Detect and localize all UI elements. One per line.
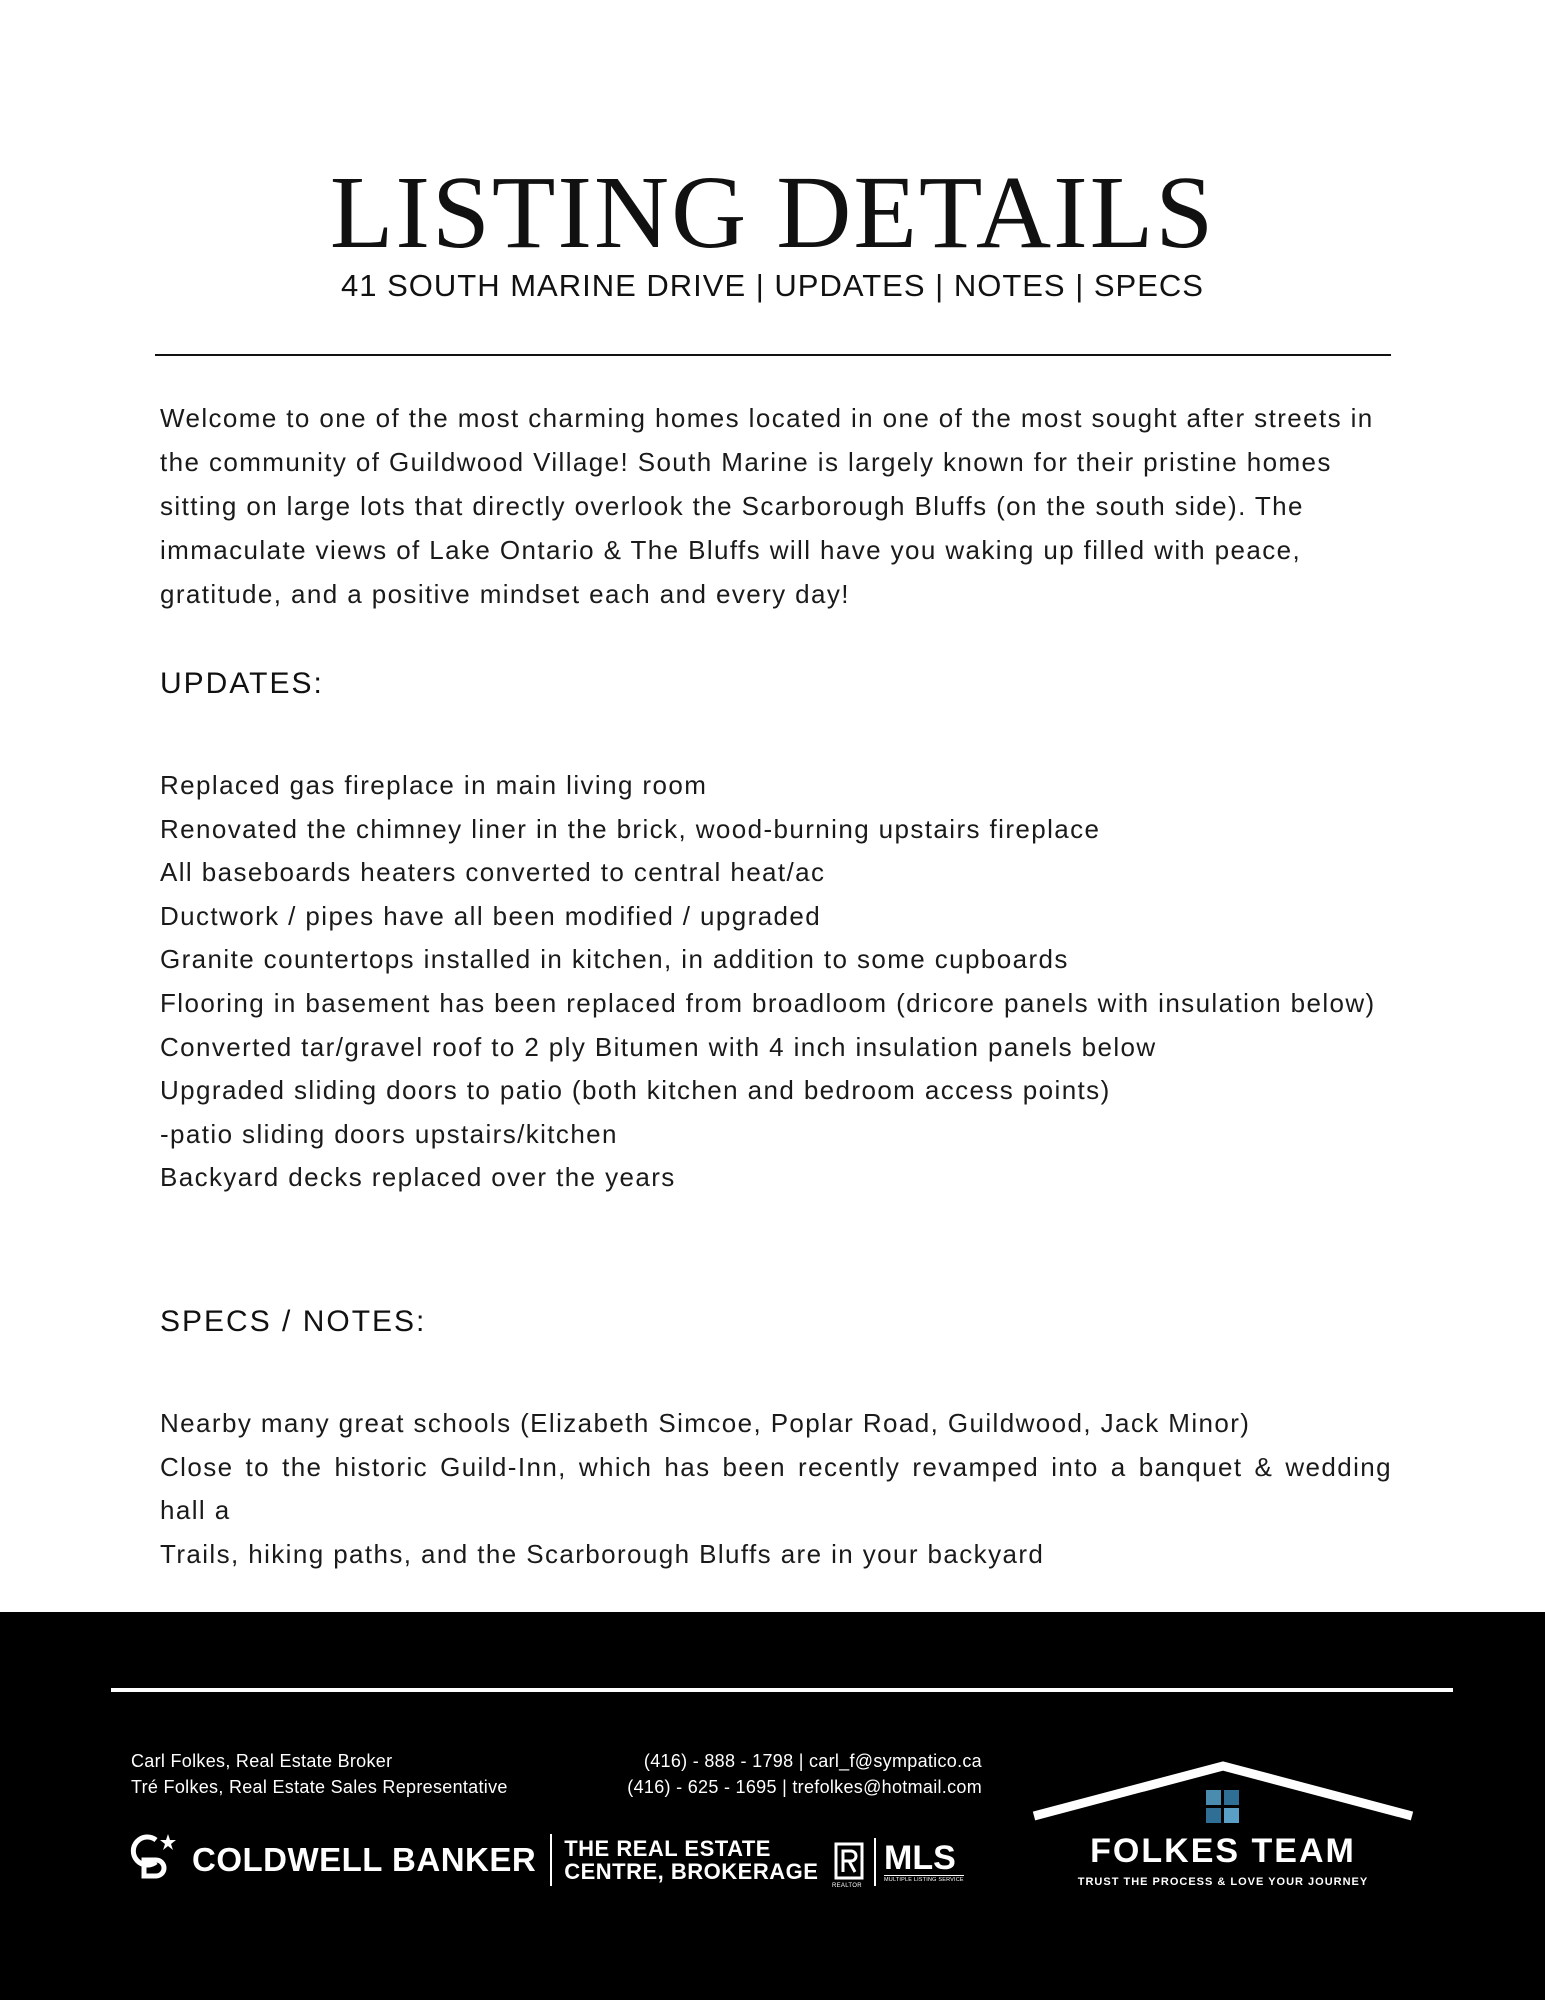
list-item: Trails, hiking paths, and the Scarborough Bluffs are in your backyard (160, 1538, 1045, 1569)
coldwell-banker-logo (130, 1830, 818, 1890)
team-tagline: TRUST THE PROCESS & LOVE YOUR JOURNEY (1077, 1876, 1369, 1888)
list-item: -patio sliding doors upstairs/kitchen (160, 1118, 618, 1149)
agent-contact: (416) - 625 - 1695 | trefolkes@hotmail.com (627, 1777, 982, 1797)
list-item: Flooring in basement has been replaced from broadloom (dricore panels with insulation below) (160, 987, 1376, 1018)
agent-name: Carl Folkes, Real Estate Broker (131, 1751, 393, 1771)
specs-heading: SPECS / NOTES: (160, 1305, 427, 1338)
list-item: Nearby many great schools (Elizabeth Simcoe, Poplar Road, Guildwood, Jack Minor) (160, 1408, 1251, 1438)
footer (0, 1612, 1545, 2000)
coldwell-banker-name: COLDWELL BANKER (192, 1841, 537, 1878)
footer-divider (111, 1688, 1453, 1692)
list-item: All baseboards heaters converted to central heat/ac (160, 857, 826, 888)
realtor-label: REALTOR (832, 1883, 862, 1889)
intro-paragraph: Welcome to one of the most charming homes located in one of the most sought after streets in the community of Guildwood Village! South Marine is largely known for their pristine homes sitting on large lots that directly overlook the Scarborough Bluffs (on the south side). The immaculate views of Lake Ontario & The Bluffs will have you waking up filled with peace, gratitude, and a positive mindset each and every day! (160, 403, 1374, 609)
folkes-team-logo (1030, 1758, 1416, 1898)
mls-label: MLS (884, 1838, 956, 1877)
brokerage-office-line: CENTRE, BROKERAGE (564, 1859, 819, 1884)
agent-contact: (416) - 888 - 1798 | carl_f@sympatico.ca (643, 1751, 982, 1771)
page-title: LISTING DETAILS (329, 155, 1216, 270)
agent-contacts (580, 1748, 982, 1800)
header-divider (155, 354, 1391, 356)
team-name: FOLKES TEAM (1090, 1832, 1356, 1870)
brokerage-office (564, 1837, 818, 1883)
agent-name: Tré Folkes, Real Estate Sales Representative (131, 1777, 508, 1797)
list-item: Backyard decks replaced over the years (160, 1162, 676, 1193)
list-item: Renovated the chimney liner in the brick, wood-burning upstairs fireplace (160, 813, 1101, 844)
realtor-icon (832, 1842, 864, 1889)
list-item: Converted tar/gravel roof to 2 ply Bitumen with 4 inch insulation panels below (160, 1031, 1157, 1062)
mls-subtitle: MULTIPLE LISTING SERVICE (884, 1876, 964, 1883)
list-item: Replaced gas fireplace in main living room (160, 770, 708, 800)
logo-divider (874, 1838, 876, 1886)
mls-mark (884, 1838, 964, 1884)
updates-heading: UPDATES: (160, 667, 324, 700)
page-subtitle: 41 SOUTH MARINE DRIVE | UPDATES | NOTES | SPECS (341, 268, 1204, 303)
mls-logo (832, 1838, 964, 1889)
coldwell-banker-icon (130, 1832, 178, 1888)
specs-list (160, 1402, 1392, 1576)
house-roof-icon (1030, 1758, 1416, 1838)
brokerage-office-line: THE REAL ESTATE (564, 1836, 771, 1861)
list-item: Close to the historic Guild-Inn, which has been recently revamped into a banquet & wedding hall a (160, 1451, 1392, 1526)
logo-divider (550, 1834, 552, 1886)
agent-names (131, 1748, 571, 1800)
list-item: Upgraded sliding doors to patio (both kitchen and bedroom access points) (160, 1075, 1111, 1106)
updates-list (160, 764, 1392, 1200)
list-item: Ductwork / pipes have all been modified / upgraded (160, 900, 822, 931)
list-item: Granite countertops installed in kitchen, in addition to some cupboards (160, 944, 1069, 975)
